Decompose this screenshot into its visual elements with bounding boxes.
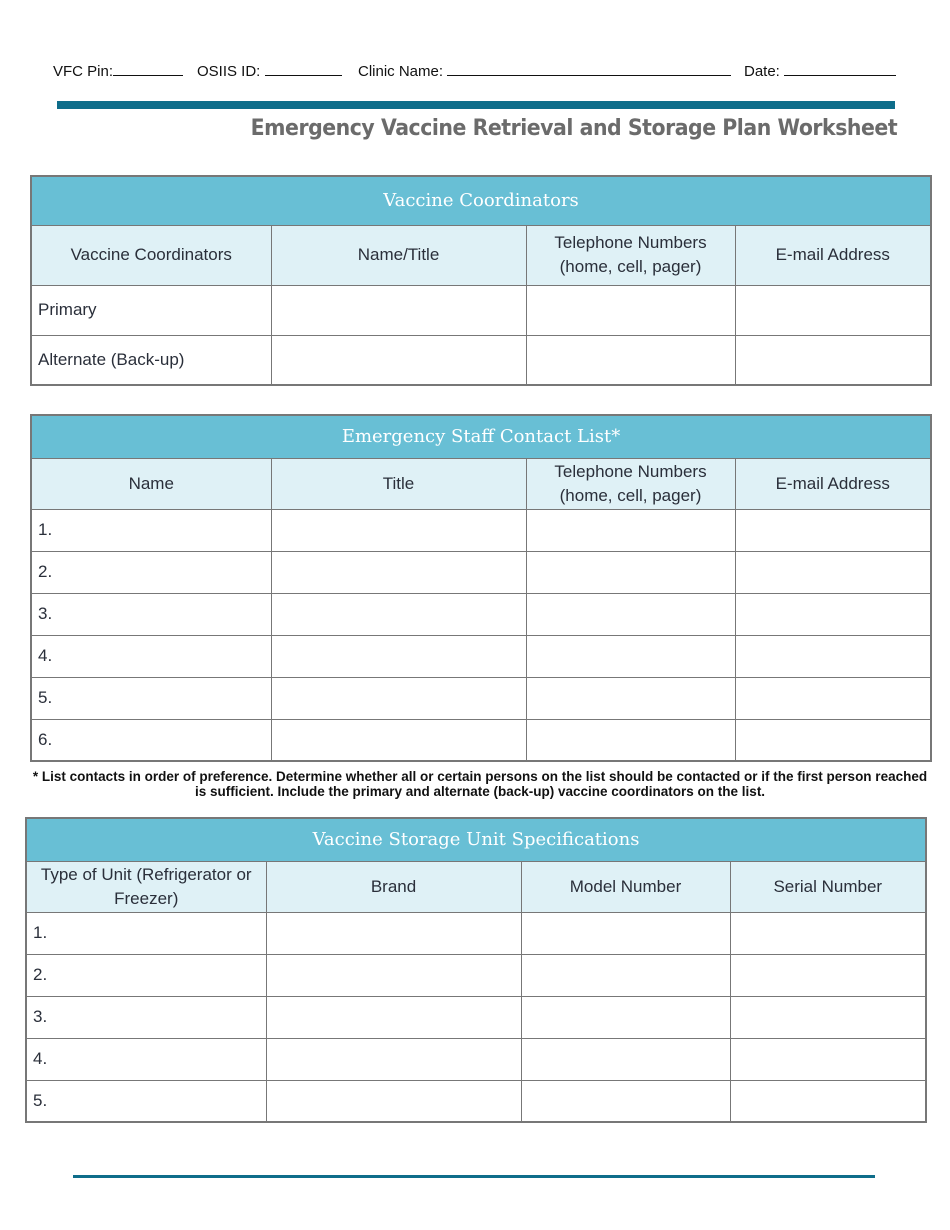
model-number-cell[interactable] [521, 1038, 730, 1080]
email-cell[interactable] [735, 677, 931, 719]
date-label: Date: [744, 63, 780, 80]
title-cell[interactable] [271, 635, 526, 677]
footer-rule [73, 1175, 875, 1178]
emergency-staff-table [30, 414, 932, 762]
date-blank[interactable] [784, 60, 896, 76]
column-header: Telephone Numbers (home, cell, pager) [526, 225, 735, 285]
model-number-cell[interactable] [521, 954, 730, 996]
telephone-cell[interactable] [526, 635, 735, 677]
row-label: 2. [26, 954, 266, 996]
telephone-cell[interactable] [526, 677, 735, 719]
title-cell[interactable] [271, 677, 526, 719]
column-header: Name [31, 458, 271, 509]
column-header: E-mail Address [735, 225, 931, 285]
serial-number-cell[interactable] [730, 1038, 926, 1080]
row-label: 3. [26, 996, 266, 1038]
row-label: 2. [31, 551, 271, 593]
column-header: Type of Unit (Refrigerator or Freezer) [26, 861, 266, 912]
name-title-cell[interactable] [271, 335, 526, 385]
title-cell[interactable] [271, 551, 526, 593]
name-title-cell[interactable] [271, 285, 526, 335]
telephone-cell[interactable] [526, 285, 735, 335]
email-cell[interactable] [735, 285, 931, 335]
clinic-name-field[interactable] [358, 60, 731, 80]
vfc-pin-field[interactable] [53, 60, 183, 80]
telephone-cell[interactable] [526, 719, 735, 761]
column-header: Title [271, 458, 526, 509]
email-cell[interactable] [735, 551, 931, 593]
serial-number-cell[interactable] [730, 954, 926, 996]
serial-number-cell[interactable] [730, 1080, 926, 1122]
serial-number-cell[interactable] [730, 996, 926, 1038]
vaccine-coordinators-table [30, 175, 932, 386]
model-number-cell[interactable] [521, 996, 730, 1038]
telephone-cell[interactable] [526, 509, 735, 551]
vfc-pin-blank[interactable] [113, 60, 183, 76]
row-label: 5. [31, 677, 271, 719]
row-label: Alternate (Back-up) [31, 335, 271, 385]
column-header: Serial Number [730, 861, 926, 912]
brand-cell[interactable] [266, 996, 521, 1038]
osiis-id-blank[interactable] [265, 60, 342, 76]
osiis-id-label: OSIIS ID: [197, 63, 261, 80]
column-header: Vaccine Coordinators [31, 225, 271, 285]
osiis-id-field[interactable] [197, 60, 342, 80]
page-title: Emergency Vaccine Retrieval and Storage Plan Worksheet [250, 116, 897, 141]
row-label: 3. [31, 593, 271, 635]
email-cell[interactable] [735, 635, 931, 677]
column-header: Telephone Numbers (home, cell, pager) [526, 458, 735, 509]
header-rule [57, 101, 895, 109]
email-cell[interactable] [735, 335, 931, 385]
column-header: E-mail Address [735, 458, 931, 509]
email-cell[interactable] [735, 509, 931, 551]
row-label: 4. [31, 635, 271, 677]
row-label: 4. [26, 1038, 266, 1080]
table-caption: Vaccine Coordinators [31, 176, 931, 225]
row-label: 6. [31, 719, 271, 761]
brand-cell[interactable] [266, 1038, 521, 1080]
column-header: Name/Title [271, 225, 526, 285]
brand-cell[interactable] [266, 954, 521, 996]
storage-unit-table [25, 817, 927, 1123]
column-header: Model Number [521, 861, 730, 912]
column-header: Brand [266, 861, 521, 912]
title-cell[interactable] [271, 509, 526, 551]
telephone-cell[interactable] [526, 335, 735, 385]
title-cell[interactable] [271, 719, 526, 761]
row-label: 5. [26, 1080, 266, 1122]
date-field[interactable] [744, 60, 896, 80]
model-number-cell[interactable] [521, 1080, 730, 1122]
form-header-fields [53, 60, 899, 84]
vfc-pin-label: VFC Pin: [53, 63, 114, 80]
brand-cell[interactable] [266, 1080, 521, 1122]
email-cell[interactable] [735, 719, 931, 761]
table-caption: Vaccine Storage Unit Specifications [26, 818, 926, 861]
telephone-cell[interactable] [526, 551, 735, 593]
clinic-name-label: Clinic Name: [358, 63, 444, 80]
row-label: Primary [31, 285, 271, 335]
model-number-cell[interactable] [521, 912, 730, 954]
contact-list-footnote: * List contacts in order of preference. Determine whether all or certain persons on the list should be contacted or if the first person reached is sufficient. Include the primary and alternate (back-up) vaccine coordinators on the list. [32, 769, 928, 799]
table-caption: Emergency Staff Contact List* [31, 415, 931, 458]
telephone-cell[interactable] [526, 593, 735, 635]
brand-cell[interactable] [266, 912, 521, 954]
email-cell[interactable] [735, 593, 931, 635]
clinic-name-blank[interactable] [447, 60, 731, 76]
row-label: 1. [26, 912, 266, 954]
title-cell[interactable] [271, 593, 526, 635]
serial-number-cell[interactable] [730, 912, 926, 954]
row-label: 1. [31, 509, 271, 551]
